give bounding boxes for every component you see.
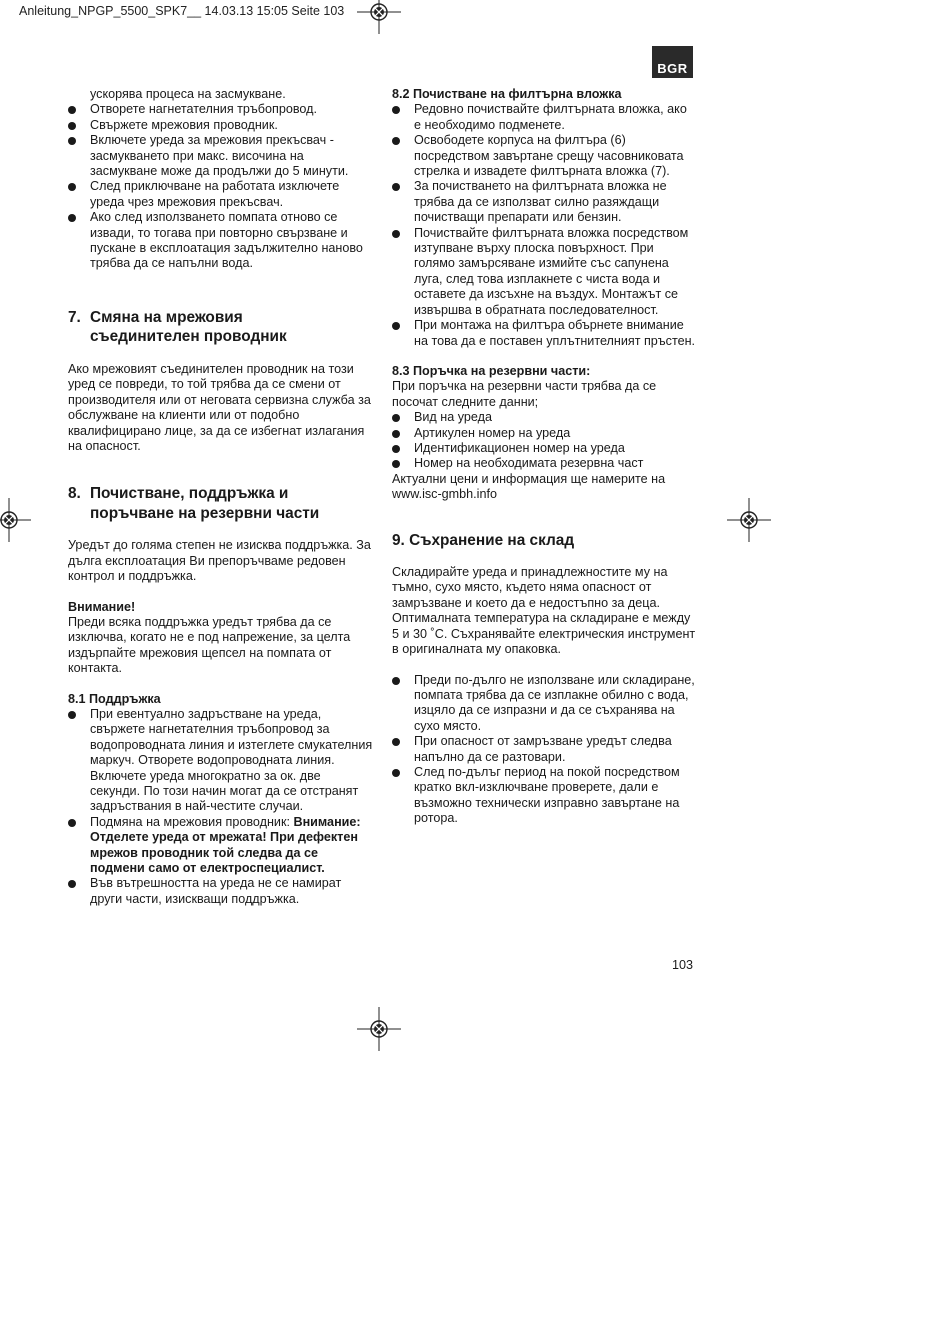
bullet-icon bbox=[392, 137, 400, 145]
subsection-8-3-outro: Актуални цени и информация ще намерите на www.isc-gmbh.info bbox=[392, 471, 666, 502]
print-header: Anleitung_NPGP_5500_SPK7__ 14.03.13 15:05 Seite 103 bbox=[19, 4, 345, 18]
bullet-icon bbox=[392, 322, 400, 330]
list-item: Идентификационен номер на уреда bbox=[392, 441, 697, 456]
attention-label: Внимание! bbox=[68, 599, 136, 614]
bullet-icon bbox=[68, 711, 76, 719]
bullet-icon bbox=[392, 445, 400, 453]
list-item: Вид на уреда bbox=[392, 410, 697, 425]
registration-mark-top bbox=[357, 0, 401, 34]
list-item: Номер на необходимата резервна част bbox=[392, 456, 697, 471]
subsection-8-2-title: 8.2 Почистване на филтърна вложка bbox=[392, 87, 622, 101]
subsection-8-3-title: 8.3 Поръчка на резервни части: bbox=[392, 363, 591, 378]
registration-mark-right bbox=[727, 498, 771, 542]
list-item: След приключване на работата изключете уреда чрез мрежовия прекъсвач. bbox=[68, 179, 373, 210]
right-column bbox=[392, 87, 697, 827]
list-item: Артикулен номер на уреда bbox=[392, 426, 697, 441]
bullet-icon bbox=[392, 230, 400, 238]
language-tab: BGR bbox=[652, 46, 693, 78]
bullet-icon bbox=[392, 183, 400, 191]
section-9-body: Складирайте уреда и принадлежностите му на тъмно, сухо място, където няма опасност от замръзване и което да е недостъпно за деца. Оптималната температура на складиране е между 5 и 30 ˚C. Съхранявайте електрическия инструмент в оригиналната му опаковка. bbox=[392, 565, 696, 657]
list-item: При монтажа на филтъра обърнете внимание на това да е поставен уплътнителният пръстен. bbox=[392, 318, 697, 349]
list-item: Отворете нагнетателния тръбопровод. bbox=[68, 102, 373, 117]
subsection-8-3-intro: При поръчка на резервни части трябва да се посочат следните данни; bbox=[392, 379, 657, 409]
list-item: Във вътрешността на уреда не се намират други части, изискващи поддръжка. bbox=[68, 876, 373, 907]
bullet-icon bbox=[392, 677, 400, 685]
bullet-icon bbox=[68, 214, 76, 222]
attention-text: Преди всяка поддръжка уредът трябва да се изключва, когато не е под напрежение, за целта издърпайте мрежовия щепсел на помпата от контакта. bbox=[68, 614, 351, 676]
list-item: Преди по-дълго не използване или складиране, помпата трябва да се изплакне обилно с вода, изцяло да се изпразни и да се съхранява на сухо място. bbox=[392, 673, 697, 735]
list-item: Освободете корпуса на филтъра (6) посредством завъртане срещу часовниковата стрелка и извадете филтърната вложка (7). bbox=[392, 133, 697, 179]
bullet-icon bbox=[68, 137, 76, 145]
list-item: Ако след използването помпата отново се извади, то тогава при повторно свързване и пускане в експлоатация задължително наново трябва да се напълни вода. bbox=[68, 210, 373, 272]
bullet-icon bbox=[392, 430, 400, 438]
registration-mark-left bbox=[0, 498, 31, 542]
section-7-heading: 7. Смяна на мрежовия съединителен проводник bbox=[68, 308, 287, 346]
list-item: Свържете мрежовия проводник. bbox=[68, 118, 373, 133]
section-7-body: Ако мрежовият съединителен проводник на този уред се повреди, то той трябва да се смени от производителя или от неговата сервизна служба за обслужване на клиенти или от подобно квалифицирано лице, за да се избегнат излагания на опасност. bbox=[68, 361, 371, 453]
list-item: За почистването на филтърната вложка не трябва да се използват силно разяждащи почистващи препарати или бензин. bbox=[392, 179, 697, 225]
section-8-body: Уредът до голяма степен не изисква поддръжка. За дълга експлоатация Ви препоръчваме редовен контрол и поддръжка. bbox=[68, 538, 371, 584]
bullet-icon bbox=[68, 106, 76, 114]
list-item: При евентуално задръстване на уреда, свържете нагнетателния тръбопровод за водопроводната линия и изтеглете смукателния маркуч. Отворете водопроводната линия. Включете уреда многократно за ок. две секунди. По този начин могат да се отстранят задръствания в най-честите случаи. bbox=[68, 707, 373, 815]
page-number: 103 bbox=[672, 958, 694, 972]
section-9-heading: 9. Съхранение на склад bbox=[392, 531, 575, 549]
registration-mark-bottom bbox=[357, 1007, 401, 1051]
bullet-icon bbox=[68, 880, 76, 888]
bullet-icon bbox=[392, 769, 400, 777]
bullet-icon bbox=[68, 183, 76, 191]
bullet-icon bbox=[392, 106, 400, 114]
section-8-heading: 8. Почистване, поддръжка и поръчване на резервни части bbox=[68, 485, 320, 522]
list-item: При опасност от замръзване уредът следва напълно да се разтовари. bbox=[392, 734, 697, 765]
list-item: Редовно почиствайте филтърната вложка, ако е необходимо подменете. bbox=[392, 102, 697, 133]
bullet-icon bbox=[68, 122, 76, 130]
left-column bbox=[68, 87, 373, 907]
subsection-8-1-title: 8.1 Поддръжка bbox=[68, 691, 161, 706]
bullet-icon bbox=[392, 414, 400, 422]
bullet-icon bbox=[392, 460, 400, 468]
bullet-icon bbox=[392, 738, 400, 746]
intro-continuation: ускорява процеса на засмукване. bbox=[90, 87, 286, 101]
list-item: След по-дълъг период на покой посредством кратко вкл-изключване проверете, дали е възможно технически изправно завъртане на ротора. bbox=[392, 765, 697, 827]
list-item: Подмяна на мрежовия проводник: Внимание: Отделете уреда от мрежата! При дефектен мрежов проводник той следва да се подмени само от електроспециалист. bbox=[68, 815, 373, 877]
list-item: Почиствайте филтърната вложка посредством изтупване върху плоска повърхност. При голямо замърсяване измийте със сапунена луга, след това изплакнете с чиста вода и оставете да изсъхне на въздух. Монтажът се извършва в обратната последователност. bbox=[392, 226, 697, 318]
list-item: Включете уреда за мрежовия прекъсвач - засмукването при макс. височина на засмукване може да продължи до 5 минути. bbox=[68, 133, 373, 179]
bullet-icon bbox=[68, 819, 76, 827]
